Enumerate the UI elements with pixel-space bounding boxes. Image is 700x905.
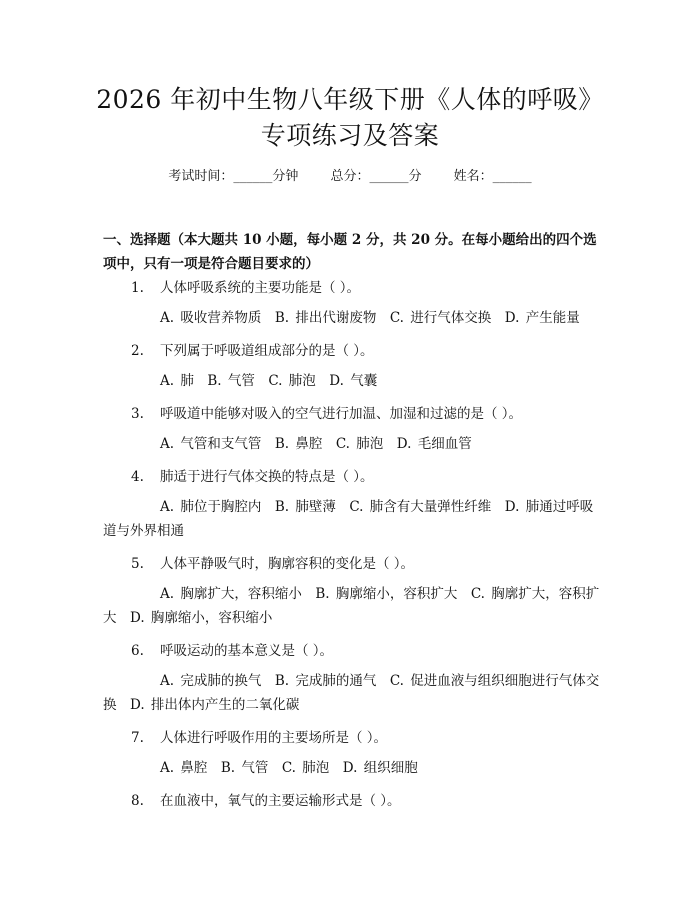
question-item	[103, 639, 600, 717]
question-options: A. 胸廓扩大，容积缩小 B. 胸廓缩小，容积扩大 C. 胸廓扩大，容积扩大 D. 胸廓缩小，容积缩小	[103, 586, 600, 626]
question-stem-row	[103, 726, 600, 750]
exam-time-field: 考试时间：______分钟	[168, 169, 299, 184]
question-stem: 人体呼吸系统的主要功能是（ ）。	[160, 280, 361, 296]
question-item	[103, 402, 600, 456]
question-number: 5.	[131, 556, 144, 572]
question-options: A. 完成肺的换气 B. 完成肺的通气 C. 促进血液与组织细胞进行气体交换 D. 排出体内产生的二氧化碳	[103, 673, 600, 713]
section-heading-choice: 一、选择题（本大题共 10 小题，每小题 2 分，共 20 分。在每小题给出的四个选项中，只有一项是符合题目要求的）	[103, 232, 597, 272]
total-score-field: 总分：______分	[330, 169, 422, 184]
question-number: 3.	[131, 406, 144, 422]
question-stem: 在血液中，氧气的主要运输形式是（ ）。	[160, 793, 401, 809]
question-stem: 人体进行呼吸作用的主要场所是（ ）。	[160, 730, 388, 746]
question-list	[103, 276, 600, 822]
question-stem: 呼吸运动的基本意义是（ ）。	[160, 643, 334, 659]
question-number: 1.	[131, 280, 144, 296]
question-stem: 人体平静吸气时，胸廓容积的变化是（ ）。	[160, 556, 415, 572]
question-item	[103, 339, 600, 393]
question-stem-row	[103, 552, 600, 576]
question-item	[103, 726, 600, 780]
question-stem: 肺适于进行气体交换的特点是（ ）。	[160, 469, 374, 485]
question-number: 2.	[131, 343, 144, 359]
page-title-line2: 专项练习及答案	[260, 121, 440, 150]
question-stem-row	[103, 339, 600, 363]
student-name-field: 姓名：______	[453, 169, 532, 184]
question-item	[103, 276, 600, 330]
question-number: 4.	[131, 469, 144, 485]
question-options: A. 鼻腔 B. 气管 C. 肺泡 D. 组织细胞	[160, 760, 418, 776]
question-stem-row	[103, 465, 600, 489]
question-item	[103, 789, 600, 813]
question-options: A. 气管和支气管 B. 鼻腔 C. 肺泡 D. 毛细血管	[160, 436, 472, 452]
question-item	[103, 552, 600, 630]
question-number: 7.	[131, 730, 144, 746]
question-options: A. 吸收营养物质 B. 排出代谢废物 C. 进行气体交换 D. 产生能量	[160, 310, 580, 326]
question-number: 6.	[131, 643, 144, 659]
question-stem: 下列属于呼吸道组成部分的是（ ）。	[160, 343, 374, 359]
question-stem-row	[103, 789, 600, 813]
question-item	[103, 465, 600, 543]
question-stem-row	[103, 276, 600, 300]
question-stem-row	[103, 402, 600, 426]
question-stem: 呼吸道中能够对吸入的空气进行加温、加湿和过滤的是（ ）。	[160, 406, 523, 422]
page-title-line1: 2026 年初中生物八年级下册《人体的呼吸》	[96, 85, 604, 114]
question-stem-row	[103, 639, 600, 663]
question-options: A. 肺位于胸腔内 B. 肺壁薄 C. 肺含有大量弹性纤维 D. 肺通过呼吸道与外界相通	[103, 499, 594, 539]
exam-info	[0, 167, 700, 187]
question-number: 8.	[131, 793, 144, 809]
question-options: A. 肺 B. 气管 C. 肺泡 D. 气囊	[160, 373, 378, 389]
